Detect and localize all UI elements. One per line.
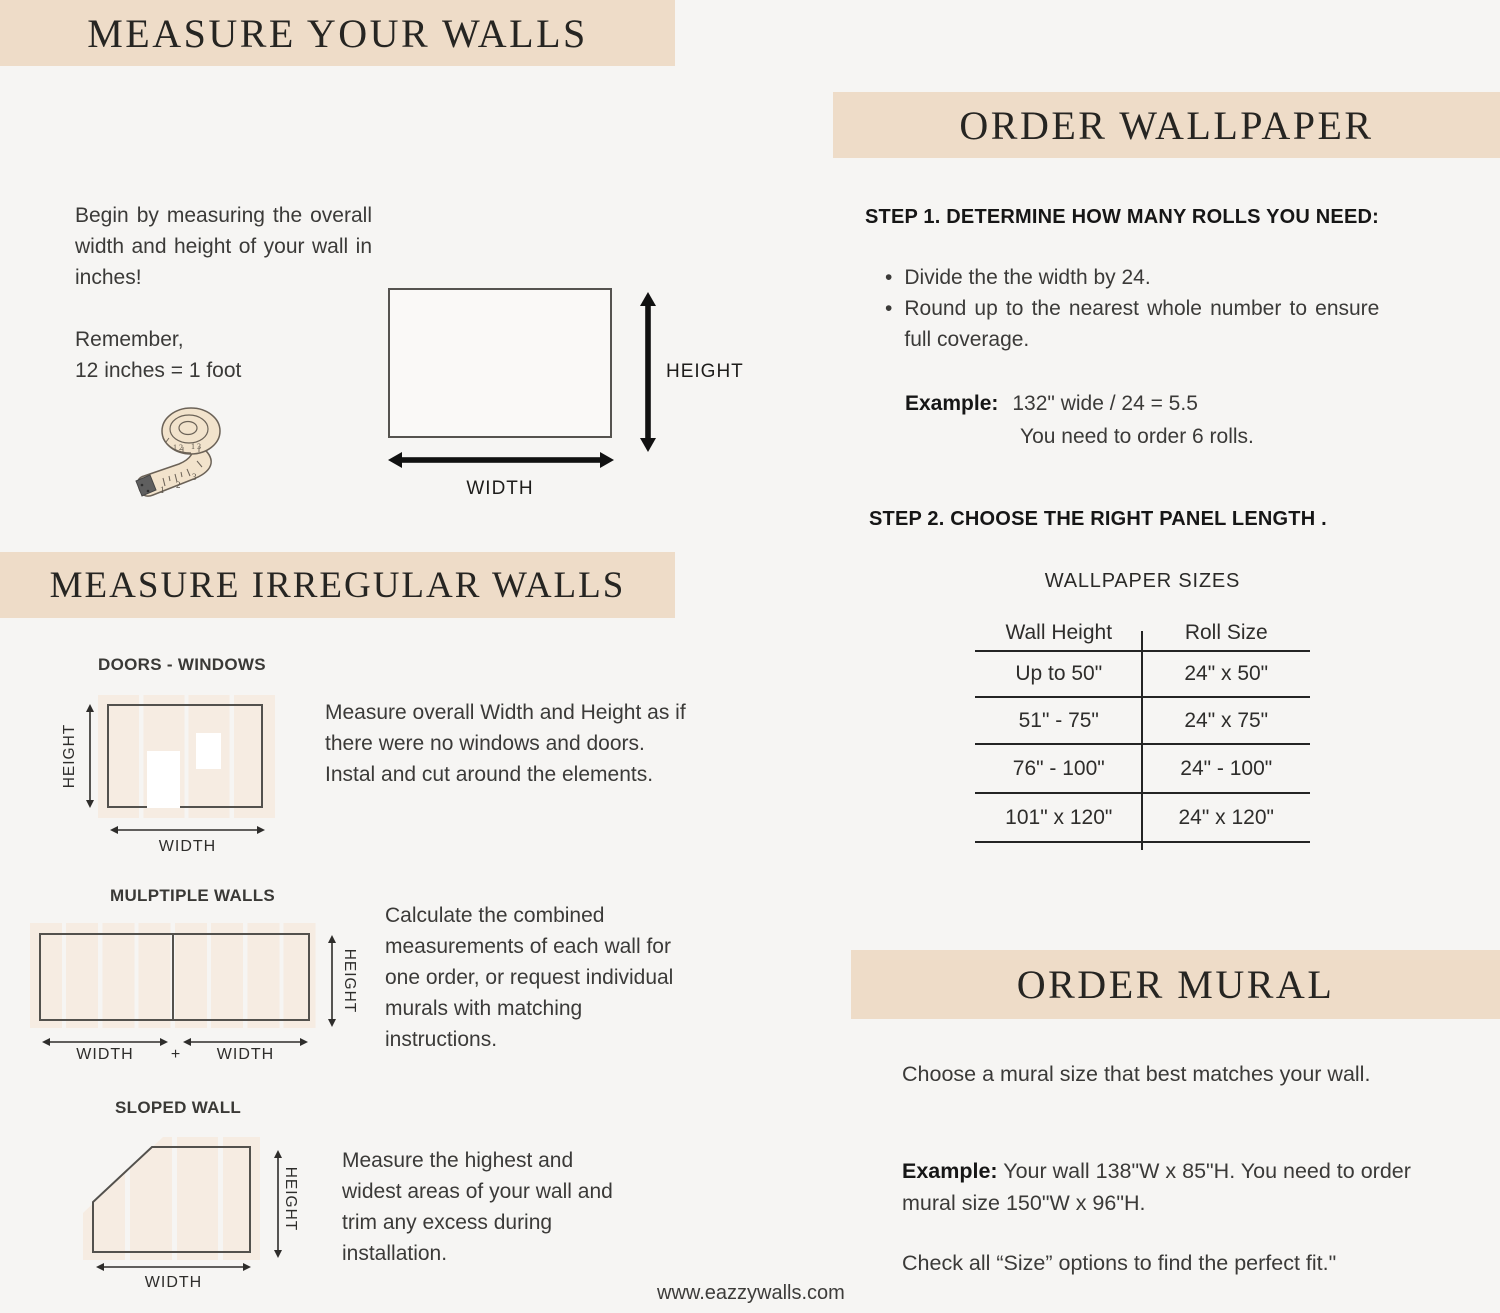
bullet-item (885, 262, 1405, 293)
multiple-walls-plus-sign: + (170, 1046, 182, 1063)
example-label: Example: (902, 1159, 998, 1183)
section-title: ORDER WALLPAPER (959, 102, 1374, 148)
rolls-example-line1 (905, 388, 1254, 419)
section-banner-order-wallpaper (833, 92, 1500, 158)
doors-windows-label: DOORS - WINDOWS (98, 655, 266, 674)
doors-windows-height-label: HEIGHT (61, 723, 78, 789)
bullet-text: Divide the the width by 24. (904, 266, 1151, 289)
sloped-wall-width-label: WIDTH (144, 1274, 203, 1291)
tape-measure-icon (133, 398, 253, 508)
rolls-example-line2: You need to order 6 rolls. (1020, 425, 1254, 448)
sloped-wall-label: SLOPED WALL (115, 1098, 242, 1117)
svg-text:2: 2 (176, 480, 181, 490)
section-title: ORDER MURAL (1016, 962, 1335, 1007)
bullet-marker: • (885, 297, 893, 320)
wall-rectangle-diagram (388, 288, 612, 438)
section-title: MEASURE YOUR WALLS (87, 10, 588, 56)
multiple-walls-right-wall (172, 933, 310, 1021)
section-title: MEASURE IRREGULAR WALLS (49, 564, 626, 606)
rolls-example (905, 388, 1254, 452)
table-cell: 24" x 120" (1178, 805, 1274, 829)
height-arrow (637, 292, 659, 452)
step2-heading: STEP 2. CHOOSE THE RIGHT PANEL LENGTH . (869, 508, 1327, 530)
svg-text:1: 1 (160, 485, 165, 495)
table-cell: 76" - 100" (1012, 756, 1105, 780)
doors-windows-width-label: WIDTH (158, 838, 217, 855)
doors-windows-height-arrow (84, 704, 96, 808)
step1-heading: STEP 1. DETERMINE HOW MANY ROLLS YOU NEED: (865, 206, 1380, 228)
multiple-walls-left-wall (39, 933, 174, 1021)
table-cell: 101" x 120" (1005, 805, 1113, 829)
reminder-line-2: 12 inches = 1 foot (75, 359, 242, 382)
height-label: HEIGHT (666, 361, 744, 382)
sloped-wall-height-label: HEIGHT (282, 1166, 299, 1232)
table-cell: Up to 50" (1015, 662, 1103, 685)
table-vertical-divider (1141, 631, 1143, 850)
multiple-walls-height-label: HEIGHT (341, 948, 358, 1014)
table-cell: 51" - 75" (1018, 708, 1099, 732)
svg-text:1 3: 1 3 (191, 442, 201, 451)
bullet-text: Round up to the nearest whole number to ensure full coverage. (904, 297, 1380, 351)
measure-walls-reminder (75, 324, 375, 386)
svg-text:1 2: 1 2 (173, 443, 183, 452)
section-banner-measure-your-walls (0, 0, 675, 66)
reminder-line-1: Remember, (75, 328, 184, 351)
mural-example-text: Your wall 138"W x 85"H. You need to order mural size 150"W x 96"H. (902, 1159, 1411, 1215)
doors-windows-text: Measure overall Width and Height as if there were no windows and doors. Instal and cut around the elements. (325, 701, 686, 786)
multiple-walls-width-label-left: WIDTH (76, 1046, 134, 1063)
table-cell: 24" x 50" (1184, 662, 1269, 685)
sloped-wall-diagram (83, 1137, 260, 1260)
wallpaper-sizes-title: WALLPAPER SIZES (1044, 570, 1241, 592)
sloped-wall-width-arrow (96, 1261, 251, 1273)
doors-windows-wall-outline (107, 704, 263, 808)
mural-example (902, 1155, 1430, 1219)
bullet-marker: • (885, 266, 893, 289)
window-shape (196, 733, 221, 769)
step1-bullet-list (885, 262, 1405, 355)
mural-intro-text: Choose a mural size that best matches your wall. (902, 1062, 1371, 1086)
multiple-walls-text: Calculate the combined measurements of each wall for one order, or request individual murals with matching instructions. (385, 904, 674, 1051)
width-arrow (388, 449, 614, 471)
doors-windows-width-arrow (110, 824, 265, 836)
table-cell: 24" - 100" (1180, 756, 1273, 780)
table-cell: 24" x 75" (1184, 708, 1269, 732)
door-shape (147, 751, 180, 808)
example-calculation: 132" wide / 24 = 5.5 (1012, 392, 1198, 415)
multiple-walls-height-arrow (326, 935, 338, 1027)
example-label: Example: (905, 392, 999, 415)
section-banner-measure-irregular-walls (0, 552, 675, 618)
svg-text:3: 3 (192, 472, 197, 482)
table-header-roll-size: Roll Size (1184, 620, 1268, 644)
table-header-wall-height: Wall Height (1005, 620, 1113, 644)
multiple-walls-label: MULPTIPLE WALLS (110, 886, 276, 905)
website-footer: www.eazzywalls.com (657, 1282, 845, 1304)
bullet-item (885, 293, 1405, 355)
sloped-wall-text: Measure the highest and widest areas of your wall and trim any excess during installation. (342, 1149, 613, 1265)
multiple-walls-width-label-right: WIDTH (216, 1046, 275, 1063)
measure-walls-intro-text: Begin by measuring the overall width and height of your wall in inches! (75, 204, 372, 289)
mural-note: Check all “Size” options to find the perfect fit." (902, 1251, 1337, 1275)
width-label: WIDTH (466, 478, 534, 499)
section-banner-order-mural (851, 950, 1500, 1019)
